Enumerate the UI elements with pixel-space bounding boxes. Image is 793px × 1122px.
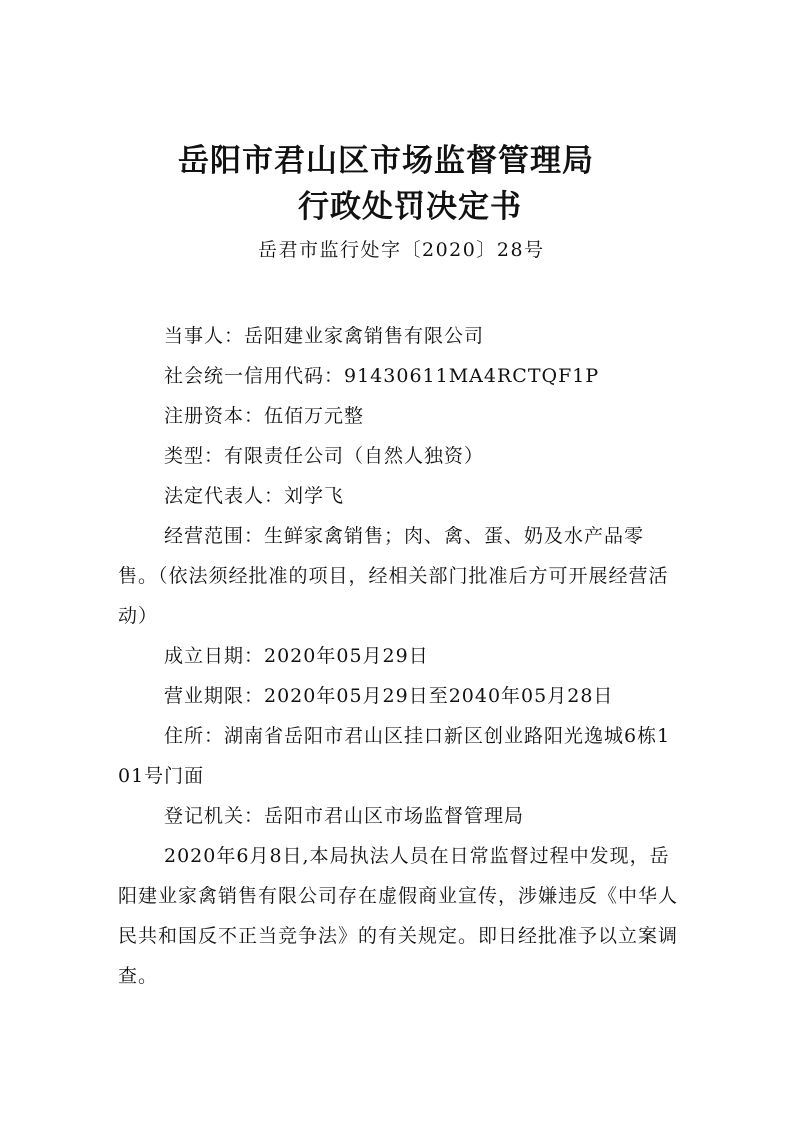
registered-capital: 注册资本：伍佰万元整 xyxy=(164,405,365,427)
company-type: 类型：有限责任公司（自然人独资） xyxy=(164,445,485,467)
business-term: 营业期限：2020年05月29日至2040年05月28日 xyxy=(164,685,614,707)
document-title-line2: 行政处罚决定书 xyxy=(298,189,522,225)
business-scope: 经营范围：生鲜家禽销售；肉、禽、蛋、奶及水产品零售。（依法须经批准的项目，经相关部门批准后方可开展经营活动） xyxy=(118,525,669,627)
document-title-line1: 岳阳市君山区市场监督管理局 xyxy=(178,143,594,179)
credit-code: 社会统一信用代码：91430611MA4RCTQF1P xyxy=(164,365,600,387)
registration-authority: 登记机关：岳阳市君山区市场监督管理局 xyxy=(164,805,525,827)
address: 住所：湖南省岳阳市君山区挂口新区创业路阳光逸城6栋101号门面 xyxy=(118,725,671,787)
party-name: 当事人：岳阳建业家禽销售有限公司 xyxy=(164,325,485,347)
case-finding: 2020年6月8日,本局执法人员在日常监督过程中发现，岳阳建业家禽销售有限公司存在虚假商业宣传，涉嫌违反《中华人民共和国反不正当竞争法》的有关规定。即日经批准予以立案调查。 xyxy=(118,845,679,987)
legal-representative: 法定代表人：刘学飞 xyxy=(164,485,345,507)
founded-date: 成立日期：2020年05月29日 xyxy=(164,645,429,667)
document-number: 岳君市监行处字〔2020〕28号 xyxy=(258,239,545,261)
document-body xyxy=(118,316,678,996)
